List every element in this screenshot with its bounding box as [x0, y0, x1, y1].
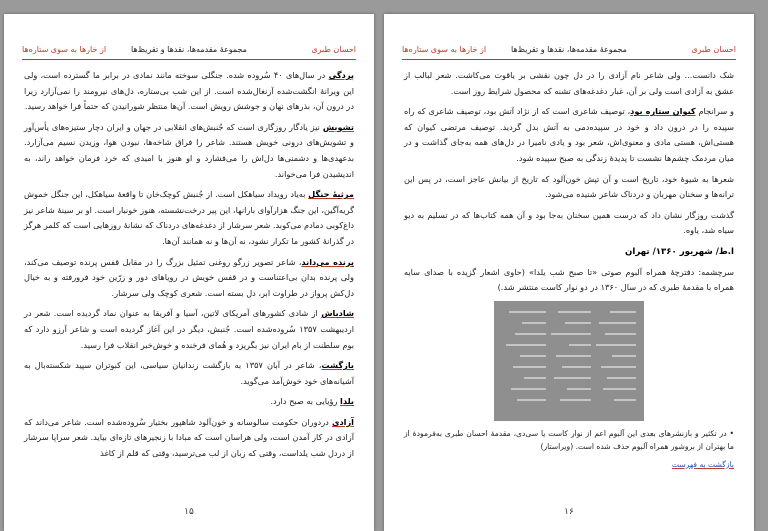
- paragraph: [24, 255, 354, 302]
- running-header: [402, 42, 736, 60]
- paragraph-text: از شادی کشورهای آمریکای لاتین، آسیا و آفریقا به عنوان نماد گردیده است. شعر در اردیبهشت ۱۳۵۷ سُروده‌شده است. جُنبش، دیگر در این آغاز گردیده است و شاعر آرزو دارد که بوم سلطنت از بام ایران نیز بگریزد و هُمای فرخنده و خوش‌خبر انقلاب فرا رسید.: [24, 308, 354, 350]
- signature-heading: ا.ط/ شهریور ۱۳۶۰/ تهران: [625, 246, 734, 257]
- editor-note: • در تکثیر و بازنشرهای بعدی این آلبوم اعم از نوار کاست یا سی‌دی، مقدمهٔ احسان طبری به‌فرمودهٔ از ما بهتران از بروشور همراه آلبوم حذف شده است. (ویراستار): [404, 428, 734, 451]
- image-text-column: [592, 311, 636, 413]
- album-booklet-image: [494, 301, 644, 421]
- page-right: [384, 14, 754, 531]
- poem-title: کیوان ستاره بود: [630, 106, 696, 117]
- paragraph: [24, 358, 354, 389]
- poem-title: مرثیهٔ جنگل: [308, 189, 354, 200]
- poem-title: پردگی: [328, 70, 355, 80]
- paragraph: [24, 120, 354, 182]
- paragraph-text: ، شاعر در آبان ۱۳۵۷ به بازگشت زندانیان سیاسی، این کبوتران سپید شکسته‌بال به آشیانه‌های خود خوش‌آمد می‌گوید.: [24, 360, 354, 386]
- paragraph-text: به‌یاد رویداد سیاهکل است. از جُنبش کوچک‌خان تا واقعهٔ سیاهکل، این جنگل خموش گریه‌آگین، این جنگ هزارآوای بارانها، این پیر درخت‌نشسته، هنوز خونبار است. او بر سینهٔ شاعر نیز داغ‌کوبی دمادم می‌کوبد. شعر سرشار از دغدغه‌های دردناک که نشانهٔ روزهایی است که کلمر هرگز در گذرانهٔ کشور ما تکرار نشود، نه آن‌ها و نه همانند آن‌ها.: [24, 189, 354, 246]
- page-body: [24, 68, 354, 491]
- paragraph-text: و سرانجام: [695, 106, 734, 117]
- poem-title: تشویش: [322, 121, 354, 132]
- paragraph: [24, 394, 354, 410]
- header-collection: مجموعۀ مقدمه‌ها، نقدها و تقریظ‌ها: [131, 45, 247, 54]
- paragraph-text: ، شاعر تصویر زرگو روغنی تمثیل بزرگ را در مقابل قفس پرنده توصیف می‌کند، ولی پرنده بدان بی‌اعتناست و در قفس خویش در رویاهای دور و زرّین خود فرورفته و به خیال دل‌کش پرواز در طراوت ابر، دل بسته است. شعری کوچک ولی سرشار.: [24, 256, 354, 298]
- poem-title: آزادی: [331, 416, 354, 427]
- image-text-column: [547, 311, 591, 413]
- page-left: [4, 14, 374, 531]
- back-to-contents-link[interactable]: بازگشت به فهرست: [671, 459, 734, 469]
- header-book-title: از خارها به سوی ستاره‌ها: [22, 45, 107, 54]
- paragraph: [24, 306, 354, 353]
- paragraph: شعرها به شیوهٔ خود، تاریخ است و آن تپش خون‌آلود که تاریخ از بیانش عاجز است، در پس این ترانه‌ها و سخنان مهربان و دردناک شاعر شنیده می‌شود.: [404, 173, 734, 200]
- page-body: [404, 68, 734, 491]
- paragraph-text: رؤیایی به صبح دارد.: [270, 396, 341, 407]
- poem-title: شادباش: [321, 308, 354, 319]
- page-number: ۱۶: [564, 507, 574, 517]
- header-book-title: از خارها به سوی ستاره‌ها: [402, 45, 487, 54]
- back-link-row: [404, 458, 734, 471]
- paragraph-text: نیز یادگار روزگاری است که جُنبش‌های انقلابی در جهان و ایران دچار ستیزه‌های یأس‌آور و تشویش‌های درونی خویش هستند. شاعر را فراق شاخه‌ها، نبودن هوا، وزیدن نسیم می‌آزارد. بدعهدی‌ها و دشمنی‌ها دل‌اش را می‌فشارد و او هنوز با امیدی که خرد فرمان خواهد راند، به اندیشیدن فرا می‌خواند.: [24, 121, 354, 179]
- paragraph-text: دردوران حکومت سالوسانه و خون‌آلود شاهپور بختیار سُروده‌شده است. شاعر می‌داند که آزادی در کار آمدن است، ولی هراسان است که مبادا با زنجیرهای تازه‌ای بیاید. شعر سراپا سرشار از دردل شب یلداست، وقتی که زبان از لب می‌ترسید، وقتی که قلم از کاغذ: [24, 416, 354, 459]
- paragraph: گذشت روزگار نشان داد که درست همین سخنان به‌جا بود و آن همه کتاب‌ها که در تسلیم به دیو سیاه شد، یاوه.: [404, 209, 734, 236]
- paragraph: [24, 187, 354, 249]
- paragraph-text: در سال‌های ۴۰ سُروده شده. جنگلی سوخته مانند نمادی در برابر ما گسترده است، ولی این ویرانهٔ انگشت‌شده آزنغال‌شده است. از این شب بی‌ستاره، دل‌های نیرومند را نمی‌آزارد زیرا در درون آن، بذرهای نهان و جوشش رویش است. آن‌ها منتظر شورانیدن که حتماً فرا خواهد رسید.: [24, 70, 354, 112]
- poem-title: پرنده می‌داند: [301, 256, 354, 267]
- paragraph-text: ، توصیف شاعری است که از نژاد آتش بود، توصیف شاعری که راه سپیده را در درون داد و خود در سپیده‌دمی به آتش بدل گردید. توصیف مرتضی کیوان که هستی‌اش، هستی مادی و معنوی‌اش، شعر بود و یادی نامیرا در دل‌های همه به‌جای گذاشت و در میان مردمک چشم‌ها نشست تا پدیدهٔ زندگی به صبح سپیده شود.: [404, 106, 734, 163]
- paragraph: [404, 104, 734, 166]
- source-note: سرچشمه: دفترچهٔ همراه آلبوم صوتی «تا صبح شب یلدا» (حاوی اشعار گزیده با صدای سایه همراه با مقدمهٔ طبری که در سال ۱۳۶۰ در دو نوار کاست منتشر شد.): [404, 266, 734, 293]
- poem-title: یلدا: [340, 396, 354, 407]
- header-author: احسان طبری: [311, 45, 356, 54]
- page-number: ۱۵: [184, 507, 194, 517]
- paragraph: شک دانست... ولی شاعر نام آزادی را در دل چون نقشی بر یاقوت می‌کاشت. شعر لبالب از عشق به آزادی است ولی بر آن، غبار دغدغه‌های تشنه که محصول شرایط روز است.: [404, 70, 734, 96]
- paragraph: [24, 68, 354, 115]
- running-header: [22, 42, 356, 60]
- header-author: احسان طبری: [691, 45, 736, 54]
- header-collection: مجموعۀ مقدمه‌ها، نقدها و تقریظ‌ها: [511, 45, 627, 54]
- image-text-column: [502, 311, 546, 413]
- poem-title: بازگشت: [321, 360, 354, 371]
- paragraph: [24, 415, 354, 462]
